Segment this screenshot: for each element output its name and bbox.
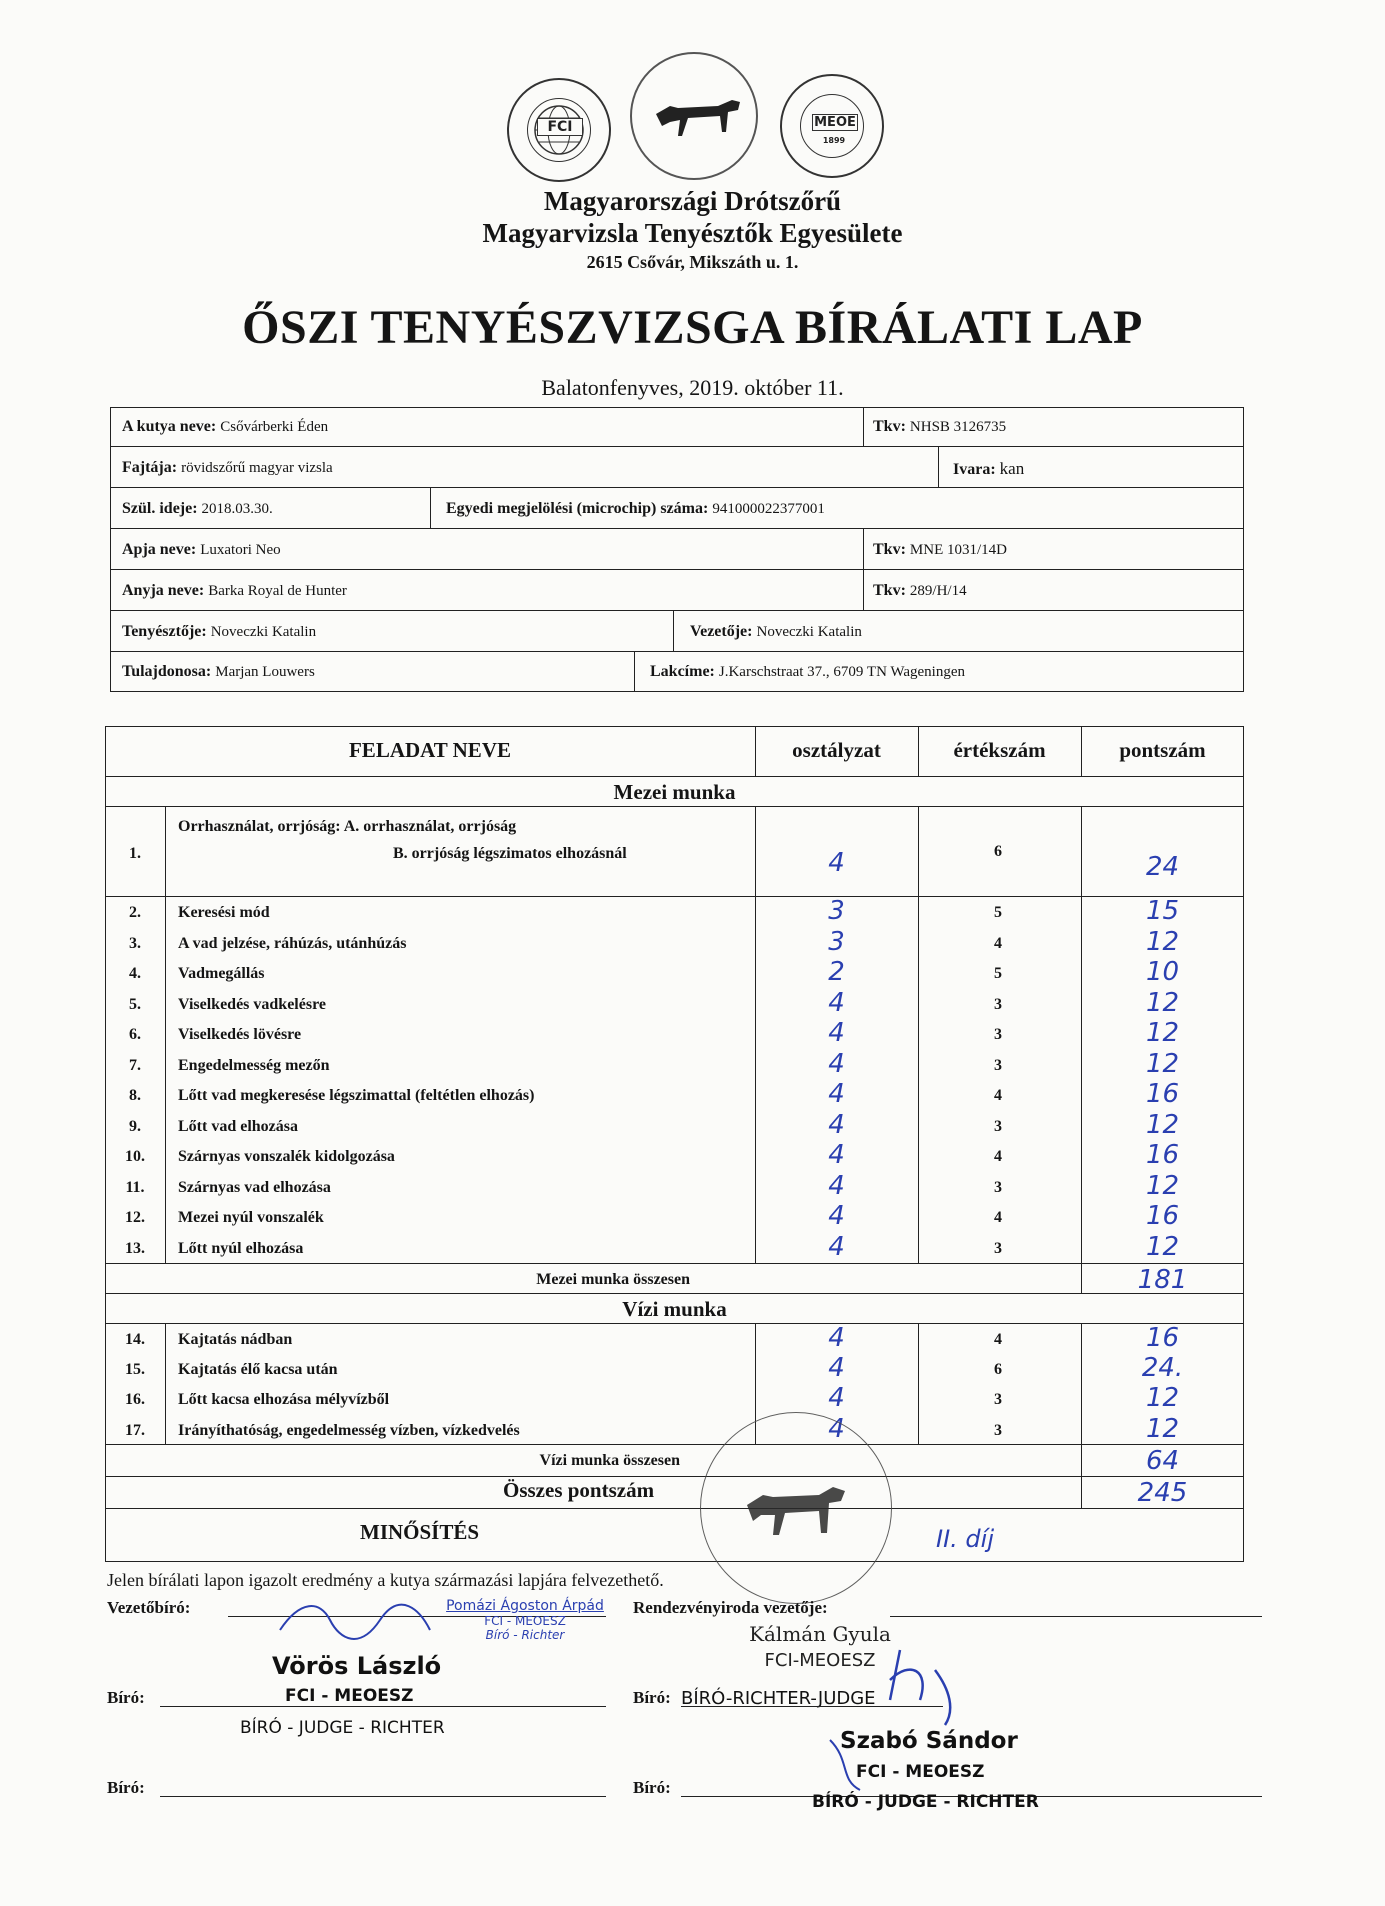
row-weight: 4 (994, 1148, 1002, 1165)
row-weight: 3 (994, 1056, 1002, 1074)
row-task: A vad jelzése, ráhúzás, utánhúzás (178, 934, 407, 952)
row-num: 15. (125, 1361, 145, 1379)
dam-value: Barka Royal de Hunter (208, 583, 347, 599)
row-points: 12 (1145, 1413, 1180, 1444)
row-grade: 3 (828, 896, 845, 926)
owner-value: Marjan Louwers (215, 664, 315, 680)
sire-value: Luxatori Neo (200, 542, 281, 558)
row-points: 16 (1145, 1201, 1180, 1231)
dog-tkv-field: Tkv: NHSB 3126735 (873, 418, 1007, 435)
row-grade: 4 (828, 1170, 845, 1201)
owner-address-field: Lakcíme: J.Karschstraat 37., 6709 TN Wageningen (650, 663, 965, 680)
row-points: 15 (1145, 896, 1180, 926)
fci-logo (507, 78, 611, 182)
row-grade: 4 (828, 1323, 845, 1353)
row-1-weight: 6 (994, 843, 1002, 860)
fci-logo-name: FCI (537, 118, 583, 136)
grand-total-value: 245 (1137, 1478, 1188, 1508)
row-num: 3. (129, 934, 141, 952)
row-points: 16 (1145, 1079, 1180, 1109)
owner-address-value: J.Karschstraat 37., 6709 TN Wageningen (718, 664, 965, 680)
field-total-label: Mezei munka összesen (536, 1271, 690, 1288)
row-points: 12 (1145, 1018, 1180, 1048)
row-1-num: 1. (129, 845, 141, 862)
field-section-title: Mezei munka (613, 780, 736, 804)
row-grade: 4 (828, 1231, 845, 1262)
stamp-szabo-name: Szabó Sándor (840, 1728, 1018, 1754)
dam-tkv-field: Tkv: 289/H/14 (873, 582, 967, 599)
dam-tkv-value: 289/H/14 (909, 583, 967, 599)
row-grade: 4 (828, 1140, 845, 1170)
row-num: 9. (129, 1117, 141, 1135)
row-1-task-line1: Orrhasználat, orrjóság: A. orrhasználat, orrjóság (178, 818, 517, 835)
breed-value: rövidszőrű magyar vizsla (181, 460, 333, 476)
row-points: 24. (1141, 1353, 1184, 1384)
stamp-szabo-title: BÍRÓ - JUDGE - RICHTER (812, 1792, 1039, 1812)
judge-signature-line-1 (160, 1706, 606, 1707)
sire-field: Apja neve: Luxatori Neo (122, 541, 281, 558)
judge-signature-line-3 (160, 1796, 606, 1797)
breed-field: Fajtája: rövidszőrű magyar vizsla (122, 459, 333, 476)
row-points: 12 (1145, 987, 1180, 1018)
sire-tkv-field: Tkv: MNE 1031/14D (873, 541, 1007, 558)
row-num: 17. (125, 1421, 145, 1439)
club-logo (630, 52, 758, 180)
row-num: 12. (125, 1209, 145, 1226)
row-num: 6. (129, 1026, 141, 1043)
stamp-voros-name: Vörös László (272, 1652, 442, 1680)
breeder-field: Tenyésztője: Noveczki Katalin (122, 623, 317, 640)
row-task: Viselkedés vadkelésre (178, 995, 326, 1013)
row-weight: 6 (994, 1361, 1002, 1379)
stamp-kalman-org: FCI-MEOESZ (764, 1650, 876, 1671)
row-task: Szárnyas vad elhozása (178, 1178, 331, 1196)
row-num: 8. (129, 1087, 141, 1104)
row-task: Lőtt kacsa elhozása mélyvízből (178, 1391, 390, 1409)
header-grade: osztályzat (792, 738, 881, 762)
row-task: Kajtatás élő kacsa után (178, 1361, 338, 1379)
stamp-pomazi-title: Bíró - Richter (485, 1628, 565, 1642)
stamp-voros-org: FCI - MEOESZ (285, 1686, 414, 1706)
row-task: Vadmegállás (178, 965, 265, 982)
dog-name-value: Csővárberki Éden (220, 419, 329, 435)
dam-field: Anyja neve: Barka Royal de Hunter (122, 582, 347, 599)
header-task: FELADAT NEVE (348, 738, 511, 762)
stamp-kalman-title: BÍRÓ-RICHTER-JUDGE (681, 1688, 876, 1709)
row-grade: 2 (828, 957, 845, 987)
stamp-szabo-org: FCI - MEOESZ (856, 1762, 985, 1782)
row-weight: 4 (994, 1087, 1002, 1104)
row-task: Lőtt nyúl elhozása (178, 1239, 304, 1257)
row-num: 10. (125, 1148, 145, 1165)
handler-value: Noveczki Katalin (756, 624, 862, 640)
row-weight: 3 (994, 1421, 1002, 1439)
chip-field: Egyedi megjelölési (microchip) száma: 941000022377001 (446, 500, 825, 517)
row-weight: 4 (994, 934, 1002, 952)
row-task: Mezei nyúl vonszalék (178, 1209, 324, 1226)
judge-signature-blue (880, 1640, 970, 1730)
row-task: Viselkedés lövésre (178, 1026, 302, 1043)
row-task: Engedelmesség mezőn (178, 1056, 330, 1074)
row-grade: 4 (828, 1413, 845, 1444)
org-address: 2615 Csővár, Mikszáth u. 1. (586, 252, 799, 272)
judge-label-4: Bíró: (633, 1778, 671, 1797)
row-num: 16. (125, 1391, 145, 1409)
dog-name-field: A kutya neve: Csővárberki Éden (122, 418, 329, 435)
row-weight: 3 (994, 1239, 1002, 1257)
row-points: 12 (1145, 926, 1180, 957)
meoe-logo-year: 1899 (822, 136, 846, 145)
org-name-line2: Magyarvizsla Tenyésztők Egyesülete (482, 218, 903, 248)
org-name-line1: Magyarországi Drótszőrű (543, 186, 842, 216)
rating-value: II. díj (936, 1525, 994, 1553)
sex-field: Ivara: kan (953, 459, 1025, 478)
row-weight: 3 (994, 1117, 1002, 1135)
row-points: 12 (1145, 1109, 1180, 1140)
row-grade: 4 (828, 1201, 845, 1231)
row-grade: 4 (828, 1079, 845, 1109)
office-head-signature-line (890, 1616, 1262, 1617)
club-seal-stamp (700, 1412, 892, 1604)
judge-label-1: Bíró: (107, 1688, 145, 1707)
row-task: Szárnyas vonszalék kidolgozása (178, 1148, 395, 1165)
row-grade: 4 (828, 1048, 845, 1079)
row-points: 12 (1145, 1383, 1180, 1414)
row-num: 14. (125, 1331, 145, 1348)
row-weight: 3 (994, 1178, 1002, 1196)
chief-judge-signature (270, 1590, 440, 1660)
water-total-label: Vízi munka összesen (539, 1452, 680, 1469)
sire-tkv-value: MNE 1031/14D (909, 542, 1007, 558)
row-weight: 3 (994, 1391, 1002, 1409)
row-grade: 4 (828, 1109, 845, 1140)
row-num: 11. (125, 1178, 145, 1196)
row-num: 4. (129, 965, 141, 982)
page-title: ŐSZI TENYÉSZVIZSGA BÍRÁLATI LAP (242, 301, 1143, 354)
meoe-logo (780, 74, 884, 178)
dob-value: 2018.03.30. (201, 501, 273, 517)
stamp-pomazi (430, 1598, 620, 1642)
dog-tkv-value: NHSB 3126735 (909, 419, 1007, 435)
judge-label-2: Bíró: (633, 1688, 671, 1707)
handler-field: Vezetője: Noveczki Katalin (690, 623, 862, 640)
row-task: Kajtatás nádban (178, 1331, 293, 1348)
water-section-title: Vízi munka (622, 1297, 727, 1321)
pointer-dog-icon (648, 92, 744, 144)
stamp-pomazi-name: Pomázi Ágoston Árpád (446, 1598, 604, 1614)
row-weight: 3 (994, 995, 1002, 1013)
row-weight: 5 (994, 904, 1002, 921)
stamp-kalman-name: Kálmán Gyula (749, 1622, 891, 1646)
meoe-logo-name: MEOE (812, 114, 858, 131)
row-1-task-line2: B. orrjóság légszimatos elhozásnál (393, 845, 627, 862)
place-date: Balatonfenyves, 2019. október 11. (541, 375, 844, 400)
row-num: 13. (125, 1239, 145, 1257)
field-total-value: 181 (1137, 1265, 1188, 1295)
stamp-pomazi-org: FCI - MEOESZ (484, 1614, 566, 1628)
seal-dog-icon (741, 1481, 851, 1541)
row-points: 12 (1145, 1231, 1180, 1262)
sex-value: kan (999, 459, 1025, 478)
row-weight: 5 (994, 965, 1002, 982)
row-weight: 4 (994, 1209, 1002, 1226)
stamp-voros-title: BÍRÓ - JUDGE - RICHTER (240, 1718, 445, 1738)
row-1-grade: 4 (828, 848, 845, 878)
statement: Jelen bírálati lapon igazolt eredmény a kutya származási lapjára felvezethető. (107, 1570, 664, 1590)
row-task: Lőtt vad elhozása (178, 1117, 298, 1135)
row-points: 12 (1145, 1048, 1180, 1079)
header-points: pontszám (1119, 738, 1206, 762)
dob-field: Szül. ideje: 2018.03.30. (122, 500, 273, 517)
grand-total-label: Összes pontszám (503, 1478, 655, 1502)
row-weight: 4 (994, 1331, 1002, 1348)
row-grade: 4 (828, 1383, 845, 1414)
rating-label: MINŐSÍTÉS (360, 1520, 480, 1544)
chip-value: 941000022377001 (712, 501, 825, 517)
chief-judge-label: Vezetőbíró: (107, 1598, 191, 1617)
row-task: Keresési mód (178, 904, 270, 921)
breeder-value: Noveczki Katalin (210, 624, 317, 640)
owner-field: Tulajdonosa: Marjan Louwers (122, 663, 315, 680)
judge-label-3: Bíró: (107, 1778, 145, 1797)
row-num: 2. (129, 904, 141, 921)
row-grade: 4 (828, 987, 845, 1018)
row-grade: 4 (828, 1018, 845, 1048)
header-weight: értékszám (953, 738, 1046, 762)
office-head-label: Rendezvényiroda vezetője: (633, 1598, 828, 1617)
row-1-points: 24 (1145, 852, 1180, 882)
row-points: 16 (1145, 1323, 1180, 1353)
row-task: Irányíthatóság, engedelmesség vízben, vízkedvelés (178, 1421, 520, 1439)
row-grade: 3 (828, 926, 845, 957)
row-weight: 3 (994, 1026, 1002, 1043)
row-points: 16 (1145, 1140, 1180, 1170)
judge-signature-blue-2 (820, 1730, 880, 1800)
row-num: 7. (129, 1056, 141, 1074)
row-grade: 4 (828, 1353, 845, 1384)
row-points: 10 (1145, 957, 1180, 987)
row-num: 5. (129, 995, 141, 1013)
row-task: Lőtt vad megkeresése légszimattal (feltétlen elhozás) (178, 1087, 535, 1104)
row-points: 12 (1145, 1170, 1180, 1201)
water-total-value: 64 (1145, 1446, 1180, 1476)
